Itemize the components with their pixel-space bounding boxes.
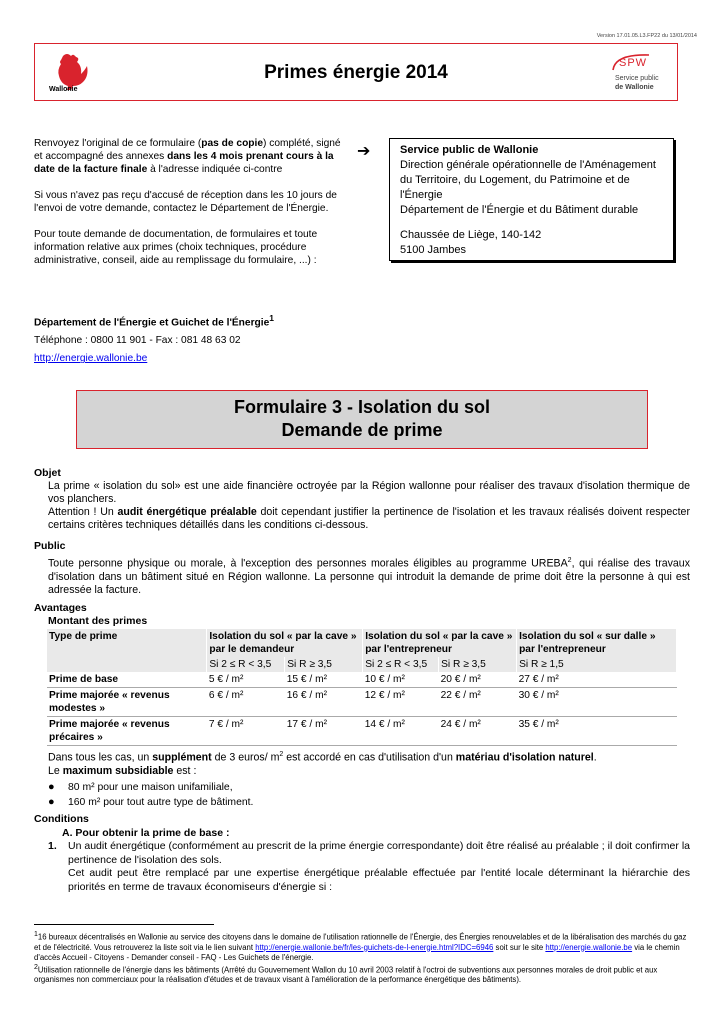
table-header-cell: Isolation du sol « sur dalle » par l'entrepreneur	[517, 629, 677, 657]
contact-phone: Téléphone : 0800 11 901 - Fax : 081 48 63 02	[34, 335, 241, 347]
list-item: ● 80 m² pour une maison unifamiliale,	[48, 781, 233, 793]
table-cell: 30 € / m²	[517, 688, 677, 717]
table-row-label: Prime de base	[47, 672, 207, 688]
address-box	[389, 138, 674, 261]
table-row-label: Prime majorée « revenus précaires »	[47, 717, 207, 746]
table-cell: 10 € / m²	[363, 672, 439, 688]
conditions-heading: Conditions	[34, 813, 89, 825]
table-cell: Si R ≥ 1,5	[517, 657, 677, 672]
table-cell: 7 € / m²	[207, 717, 285, 746]
form-subtitle: Demande de prime	[281, 420, 443, 440]
intro-paragraph-2: Si vous n'avez pas reçu d'accusé de réception dans les 10 jours de l'envoi de votre demande, contactez le Département de l'Énergie.	[34, 190, 337, 214]
address-line1: Direction générale opérationnelle de l'Aménagement du Territoire, du Logement, du Patrimoine et de l'Énergie	[400, 159, 656, 201]
bullet-icon: ●	[48, 781, 55, 793]
footnote-link[interactable]: http://energie.wallonie.be/fr/les-guichets-de-l-energie.html?IDC=6946	[255, 942, 494, 952]
wallonie-logo-text: Wallonie	[49, 86, 78, 93]
table-cell: Si 2 ≤ R < 3,5	[363, 657, 439, 672]
table-subheader-row	[47, 657, 677, 672]
footnote-1: $^1$16 bureaux décentralisés en Wallonie au service des citoyens dans le domaine de l'utilisation rationnelle de l'Énergie, des Énergies renouvelables et de la libéralisation des marchés du gaz et de l'électricité. Vous retrouverez la liste soit via le lien suivant http://energie.wallonie.be/fr/les-guichets-de-l-energie.html?IDC=6946 soit sur le site http://energie.wallonie.be via le chemin d'accès Accueil - Citoyens - Demander conseil - FAQ - Les Guichets de l'énergie.	[34, 931, 687, 962]
table-row	[47, 688, 677, 717]
primes-table	[47, 629, 677, 746]
table-cell: 6 € / m²	[207, 688, 285, 717]
bullet-icon: ●	[48, 796, 55, 808]
spw-logo	[611, 52, 671, 96]
table-cell: Si R ≥ 3,5	[285, 657, 363, 672]
footnote-link[interactable]: http://energie.wallonie.be	[545, 942, 633, 952]
table-cell: 20 € / m²	[439, 672, 517, 688]
address-street: Chaussée de Liège, 140-142	[400, 229, 542, 241]
footnote-divider	[34, 924, 214, 925]
intro-text	[34, 137, 342, 280]
table-header-cell: Type de prime	[47, 629, 207, 657]
page-title: Primes énergie 2014	[264, 62, 448, 83]
montant-heading: Montant des primes	[48, 615, 148, 627]
conditions-item: 1. Un audit énergétique (conformément au prescrit de la prime énergie correspondante) doit être réalisé au préalable ; il doit confirmer la pertinence de l'isolation des sols. Cet audit peut être remplacé par une expertise énergétique préalable effectuée par l'entité locale déterminant la hiérarchie des priorités en terme de travaux économiseurs d'énergie si :	[48, 840, 690, 893]
table-header-cell: Isolation du sol « par la cave » par le demandeur	[207, 629, 363, 657]
table-cell: 15 € / m²	[285, 672, 363, 688]
public-heading: Public	[34, 540, 66, 552]
objet-heading: Objet	[34, 467, 61, 479]
conditions-subheading: A. Pour obtenir la prime de base :	[62, 826, 230, 839]
table-cell: 22 € / m²	[439, 688, 517, 717]
table-cell: 12 € / m²	[363, 688, 439, 717]
supplement-text: Dans tous les cas, un supplément de 3 euros/ $m^2$ est accordé en cas d'utilisation d'un matériau d'isolation naturel. Le maximum subsidiable est :	[48, 748, 690, 778]
table-cell: 27 € / m²	[517, 672, 677, 688]
conditions-block	[34, 813, 690, 894]
table-cell: Si R ≥ 3,5	[439, 657, 517, 672]
contact-dept: Département de l'Énergie et Guichet de l'Énergie$^1$	[34, 313, 274, 329]
contact-link[interactable]: http://energie.wallonie.be	[34, 353, 148, 365]
address-line2: Département de l'Énergie et du Bâtiment durable	[400, 204, 639, 216]
spw-logo-line2: Service public	[615, 75, 659, 82]
footnote-2: $^2$Utilisation rationnelle de l'énergie dans les bâtiments (Arrêté du Gouvernement Wallon du 10 avril 2003 relatif à l'octroi de subventions aux personnes morales de droit public et aux organismes non commerciaux pour la réalisation d'études et de travaux visant à l'amélioration de la performance énergétique des bâtiments).	[34, 963, 658, 985]
intro-paragraph-3: Pour toute demande de documentation, de formulaires et toute information relative aux primes (choix techniques, procédure administrative, conseil, aide au remplissage du formulaire, ...) :	[34, 229, 318, 266]
table-header-row	[47, 629, 677, 657]
list-item: ● 160 m² pour tout autre type de bâtiment.	[48, 796, 254, 808]
spw-logo-text: SPW	[619, 57, 648, 69]
page-header	[34, 43, 678, 101]
table-cell: 24 € / m²	[439, 717, 517, 746]
spw-logo-line3: de Wallonie	[615, 84, 654, 91]
avantages-heading: Avantages	[34, 602, 87, 614]
objet-text: La prime « isolation du sol» est une aide financière octroyée par la Région wallonne pour réaliser des travaux d'isolation thermique de vos planchers. Attention ! Un audit énergétique préalable doit cependant justifier la pertinence de l'isolation et les travaux réalisés doivent respecter certains critères techniques détaillés dans les conditions ci-dessous.	[48, 480, 690, 531]
max-text: Le maximum subsidiable est :	[48, 764, 197, 777]
version-label: Version 17.01.05.L3.FP22 du 13/01/2014	[596, 33, 697, 39]
table-cell: 16 € / m²	[285, 688, 363, 717]
table-row-label: Prime majorée « revenus modestes »	[47, 688, 207, 717]
table-row	[47, 672, 677, 688]
address-org: Service public de Wallonie	[400, 144, 539, 156]
form-title: Formulaire 3 - Isolation du sol	[233, 397, 491, 417]
table-cell: 14 € / m²	[363, 717, 439, 746]
table-cell: 17 € / m²	[285, 717, 363, 746]
contact-block	[34, 312, 354, 365]
table-cell: 5 € / m²	[207, 672, 285, 688]
form-title-box	[76, 390, 648, 449]
footnotes	[34, 930, 690, 985]
bullet-list	[48, 780, 253, 810]
table-row	[47, 717, 677, 746]
intro-paragraph-1: Renvoyez l'original de ce formulaire (pas de copie) complété, signé et accompagné des annexes dans les 4 mois prenant cours à la date de la facture finale à l'adresse indiquée ci-contre	[34, 138, 341, 175]
public-text: Toute personne physique ou morale, à l'exception des personnes morales éligibles au programme UREBA$^2$, qui réalise des travaux d'isolation dans un bâtiment situé en Région wallonne. La personne qui introduit la demande de prime doit être la personne à qui est adressée la facture.	[48, 557, 690, 596]
arrow-right-icon: ➔	[357, 143, 371, 160]
table-cell: Si 2 ≤ R < 3,5	[207, 657, 285, 672]
table-header-cell: Isolation du sol « par la cave » par l'entrepreneur	[363, 629, 517, 657]
address-city: 5100 Jambes	[400, 244, 467, 256]
table-cell: 35 € / m²	[517, 717, 677, 746]
